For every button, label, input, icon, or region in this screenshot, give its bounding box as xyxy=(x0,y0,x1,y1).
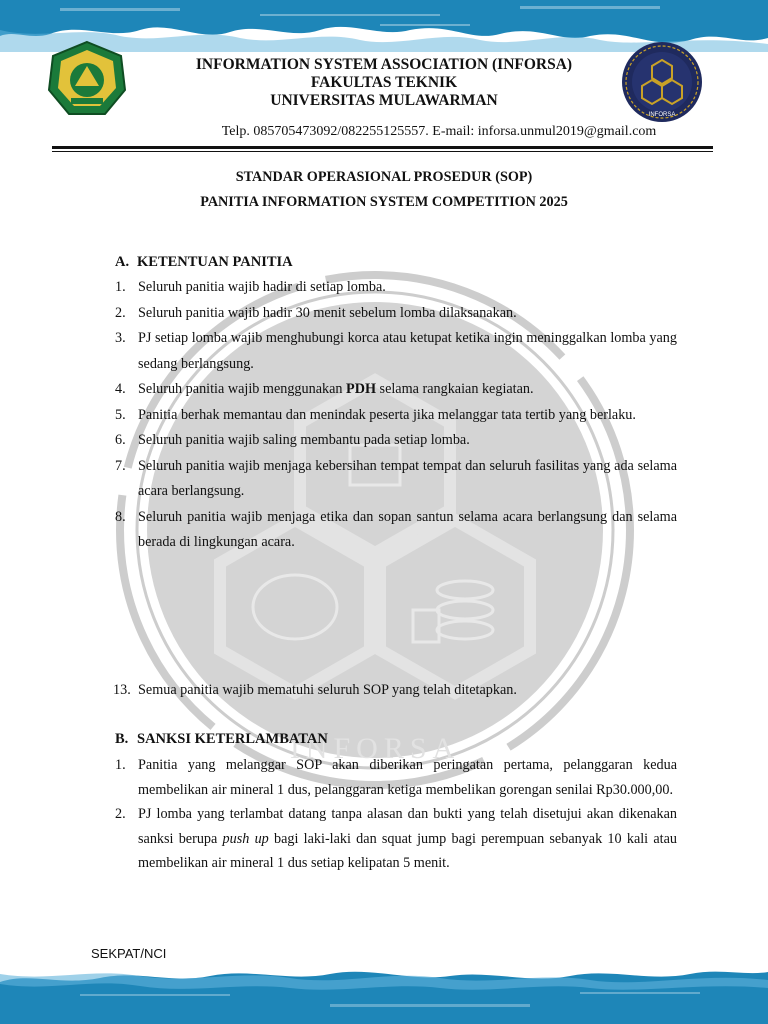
section-a-item xyxy=(115,275,677,301)
item-text: Seluruh panitia wajib menjaga kebersihan tempat tempat dan seluruh fasilitas yang ada selama acara berlangsung. xyxy=(138,457,677,499)
item-text: selama rangkaian kegiatan. xyxy=(376,381,534,397)
item-text: PJ lomba yang terlambat datang tanpa alasan dan bukti yang telah disetujui akan dikenakan sanksi berupa xyxy=(138,806,677,847)
university-logo xyxy=(47,40,127,118)
section-b-item xyxy=(115,753,677,802)
inforsa-logo-label: INFORSA xyxy=(648,112,676,118)
document-title: STANDAR OPERASIONAL PROSEDUR (SOP) xyxy=(235,169,533,185)
list-number: 8. xyxy=(115,508,126,525)
list-number: 1. xyxy=(115,757,126,773)
document-subtitle: PANITIA INFORMATION SYSTEM COMPETITION 2025 xyxy=(200,194,568,210)
section-b-heading xyxy=(115,731,328,748)
section-a-title: KETENTUAN PANITIA xyxy=(137,254,293,270)
item-text: Seluruh panitia wajib saling membantu pada setiap lomba. xyxy=(138,432,470,448)
section-a-item xyxy=(115,301,677,327)
list-number: 6. xyxy=(115,432,126,448)
list-number: 1. xyxy=(115,279,126,295)
contact-line: Telp. 085705473092/082255125557. E-mail: inforsa.unmul2019@gmail.com xyxy=(221,124,657,139)
letterhead xyxy=(140,56,628,110)
section-a-item xyxy=(115,454,677,505)
section-b-letter: B. xyxy=(115,731,129,747)
org-name: INFORMATION SYSTEM ASSOCIATION (INFORSA) xyxy=(195,56,573,73)
document-code: SEKPAT/NCI xyxy=(91,946,167,961)
item-text: Seluruh panitia wajib hadir 30 menit sebelum lomba dilaksanakan. xyxy=(138,304,517,321)
section-a-item xyxy=(115,678,677,704)
bottom-brush-border xyxy=(0,964,768,1024)
italic-text: push up xyxy=(222,830,269,847)
list-number: 13. xyxy=(113,682,131,698)
section-a-item xyxy=(115,403,677,429)
list-number: 2. xyxy=(115,304,126,321)
watermark-label: INFORSA xyxy=(289,732,461,765)
section-b-list xyxy=(115,753,677,876)
section-a-item xyxy=(115,428,677,454)
section-a-item xyxy=(115,505,677,556)
item-text: Seluruh panitia wajib menjaga etika dan sopan santun selama acara berlangsung dan selama berada di lingkungan acara. xyxy=(138,508,677,550)
faculty-name: FAKULTAS TEKNIK xyxy=(310,74,458,91)
section-b-title: SANKSI KETERLAMBATAN xyxy=(137,731,328,747)
university-name: UNIVERSITAS MULAWARMAN xyxy=(270,92,498,109)
item-text: Seluruh panitia wajib hadir di setiap lomba. xyxy=(138,279,386,295)
list-number: 2. xyxy=(115,806,126,822)
header-divider xyxy=(52,146,713,149)
section-b-item xyxy=(115,802,677,876)
inforsa-logo xyxy=(620,40,704,124)
section-a-item-13 xyxy=(115,678,677,704)
header-divider-thin xyxy=(52,151,713,152)
section-a-list xyxy=(115,275,677,556)
item-text: Semua panitia wajib mematuhi seluruh SOP yang telah ditetapkan. xyxy=(138,682,517,698)
item-text: bagi laki-laki dan squat jump bagi perempuan sebanyak 10 kali atau membelikan air mineral 1 dus setiap kelipatan 5 menit. xyxy=(138,830,677,871)
item-text: Panitia yang melanggar SOP akan diberikan peringatan pertama, pelanggaran kedua membelikan air mineral 1 dus, pelanggaran ketiga membelikan gorengan senilai Rp30.000,00. xyxy=(138,757,677,798)
section-a-item xyxy=(115,377,677,403)
section-a-heading xyxy=(115,254,293,271)
list-number: 3. xyxy=(115,330,126,346)
emphasis-text: PDH xyxy=(346,381,376,397)
item-text: PJ setiap lomba wajib menghubungi korca atau ketupat ketika ingin meninggalkan lomba yang sedang berlangsung. xyxy=(138,330,677,372)
list-number: 5. xyxy=(115,406,126,423)
item-text: Panitia berhak memantau dan menindak peserta jika melanggar tata tertib yang berlaku. xyxy=(138,406,636,423)
list-number: 7. xyxy=(115,457,126,474)
section-a-item xyxy=(115,326,677,377)
list-number: 4. xyxy=(115,381,126,397)
item-text: Seluruh panitia wajib menggunakan xyxy=(138,381,347,397)
section-a-letter: A. xyxy=(115,254,130,270)
